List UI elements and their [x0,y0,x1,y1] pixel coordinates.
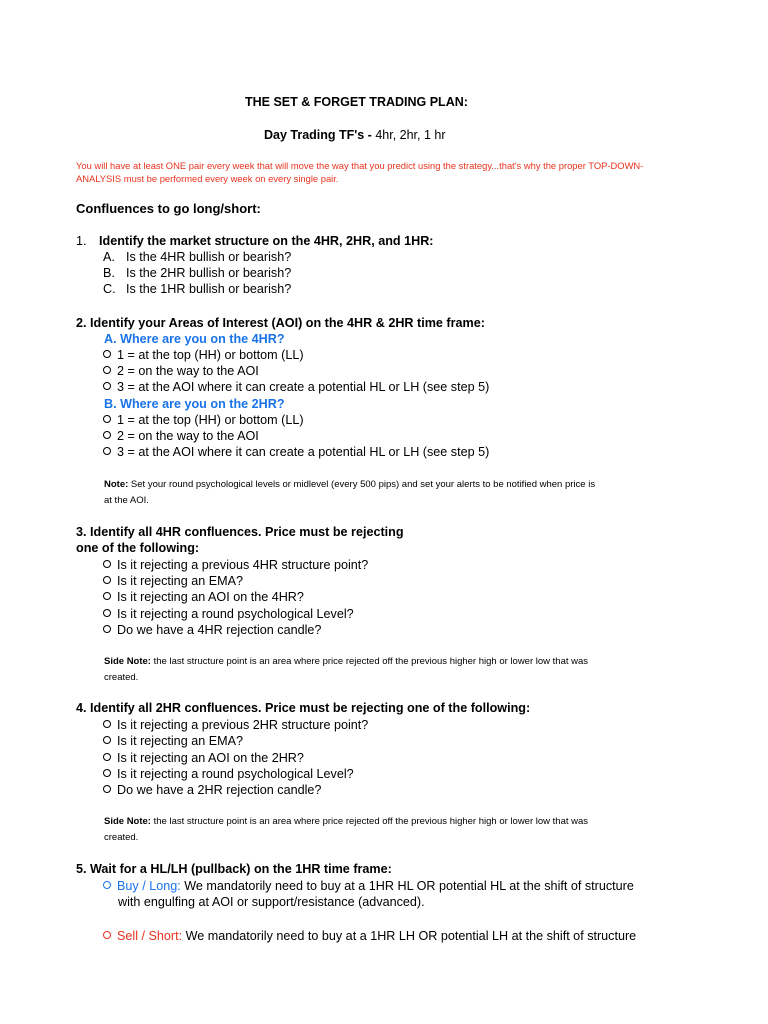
section3-item: Is it rejecting a previous 4HR structure point? [103,558,368,572]
intro-line-2: ANALYSIS must be performed every week on every single pair. [76,173,339,184]
bullet-circle-icon [103,560,111,568]
subtitle [264,128,446,142]
section1-heading: Identify the market structure on the 4HR, 2HR, and 1HR: [99,234,434,248]
bullet-circle-icon [103,366,111,374]
bullet-circle-icon [103,736,111,744]
section3-item: Is it rejecting an AOI on the 4HR? [103,590,304,604]
section1-item-b-letter: B. [103,266,115,280]
bullet-circle-icon [103,881,111,889]
section2-a-heading: A. Where are you on the 4HR? [104,332,285,346]
section4-note-line2: created. [104,832,139,843]
section1-item-a-letter: A. [103,250,115,264]
section2-b-item: 2 = on the way to the AOI [103,429,259,443]
section4-item: Is it rejecting an AOI on the 2HR? [103,751,304,765]
section3-heading-line2: one of the following: [76,541,200,555]
section4-item: Is it rejecting a round psychological Level? [103,767,354,781]
section2-a-item: 1 = at the top (HH) or bottom (LL) [103,348,304,362]
section2-b-heading: B. Where are you on the 2HR? [104,397,285,411]
bullet-circle-icon [103,720,111,728]
bullet-circle-icon [103,350,111,358]
bullet-circle-icon [103,625,111,633]
section1-item-c: Is the 1HR bullish or bearish? [126,282,292,296]
section4-note: Side Note: the last structure point is an area where price rejected off the previous higher high or lower low that was [104,816,589,827]
intro-line-1: You will have at least ONE pair every week that will move the way that you predict using the strategy...that's why the proper TOP-DOWN- [76,160,644,171]
section2-note-line2: at the AOI. [104,495,149,506]
bullet-circle-icon [103,576,111,584]
bullet-circle-icon [103,753,111,761]
section5-buy-line2: with engulfing at AOI or support/resistance (advanced). [118,895,425,909]
section2-a-item: 3 = at the AOI where it can create a potential HL or LH (see step 5) [103,380,489,394]
section2-heading: 2. Identify your Areas of Interest (AOI) on the 4HR & 2HR time frame: [76,316,485,330]
subtitle-rest: 4hr, 2hr, 1 hr [371,128,446,142]
bullet-circle-icon [103,431,111,439]
section3-item: Is it rejecting a round psychological Level? [103,607,354,621]
section2-a-item: 2 = on the way to the AOI [103,364,259,378]
bullet-circle-icon [103,769,111,777]
section4-heading: 4. Identify all 2HR confluences. Price must be rejecting one of the following: [76,701,531,715]
subtitle-bold: Day Trading TF's - [264,128,372,142]
section1-number: 1. [76,234,87,248]
section1-item-b: Is the 2HR bullish or bearish? [126,266,292,280]
bullet-circle-icon [103,931,111,939]
section3-item: Is it rejecting an EMA? [103,574,243,588]
bullet-circle-icon [103,382,111,390]
section2-note: Note: Set your round psychological levels or midlevel (every 500 pips) and set your alerts to be notified when price is [104,479,596,490]
section3-item: Do we have a 4HR rejection candle? [103,623,321,637]
section3-heading-line1: 3. Identify all 4HR confluences. Price must be rejecting [76,525,404,539]
section3-note-line2: created. [104,672,139,683]
bullet-circle-icon [103,592,111,600]
bullet-circle-icon [103,447,111,455]
section5-heading: 5. Wait for a HL/LH (pullback) on the 1HR time frame: [76,862,392,876]
section3-note: Side Note: the last structure point is an area where price rejected off the previous higher high or lower low that was [104,656,589,667]
section4-item: Is it rejecting a previous 2HR structure point? [103,718,368,732]
document-title: THE SET & FORGET TRADING PLAN: [245,95,468,109]
section2-b-item: 3 = at the AOI where it can create a potential HL or LH (see step 5) [103,445,489,459]
section4-item: Do we have a 2HR rejection candle? [103,783,321,797]
section5-sell: Sell / Short: We mandatorily need to buy at a 1HR LH OR potential LH at the shift of structure [103,929,636,943]
bullet-circle-icon [103,415,111,423]
bullet-circle-icon [103,785,111,793]
section4-item: Is it rejecting an EMA? [103,734,243,748]
section1-item-c-letter: C. [103,282,116,296]
section1-item-a: Is the 4HR bullish or bearish? [126,250,292,264]
bullet-circle-icon [103,609,111,617]
confluences-heading: Confluences to go long/short: [76,201,261,216]
section5-buy: Buy / Long: We mandatorily need to buy at a 1HR HL OR potential HL at the shift of structure [103,879,634,893]
section2-b-item: 1 = at the top (HH) or bottom (LL) [103,413,304,427]
